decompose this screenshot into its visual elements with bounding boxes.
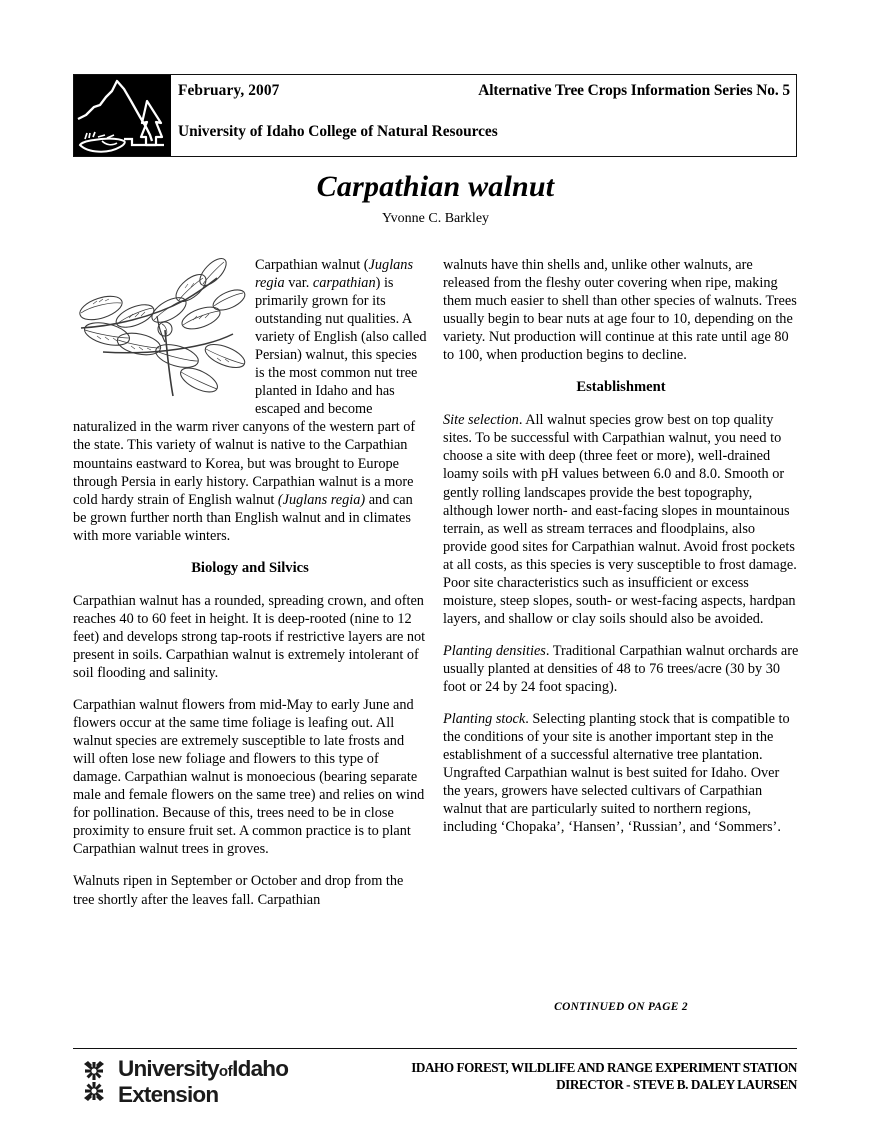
planting-densities-label: Planting densities <box>443 642 546 659</box>
series-title: Alternative Tree Crops Information Series No. 5 <box>478 82 790 99</box>
author-byline: Yvonne C. Barkley <box>381 211 490 226</box>
scientific-name-genus-species: Juglans regia <box>255 257 414 292</box>
walnut-branch-leaves-illustration <box>73 256 251 408</box>
planting-densities-text: . Traditional Carpathian walnut orchards are usually planted at densities of 48 to 76 trees/acre (30 by 30 foot or 24 by 24 foot spacing). <box>443 642 799 695</box>
section-heading-establishment: Establishment <box>576 379 666 396</box>
nut-characteristics-paragraph: walnuts have thin shells and, unlike other walnuts, are released from the fleshy outer covering when ripe, making them much easier to shell than other species of walnuts. Trees usually begin to bear nuts at age four to 10, depending on the variety. Nut production will continue at this rate until age 80 to 100, when production begins to decline. <box>443 257 797 364</box>
section-heading-biology: Biology and Silvics <box>191 559 309 576</box>
scientific-name-variety: carpathian <box>312 275 376 292</box>
page-title: Carpathian walnut <box>316 170 555 203</box>
left-column <box>73 256 427 909</box>
intro-paragraph <box>73 256 427 545</box>
planting-stock-label: Planting stock <box>443 711 526 728</box>
intro-text-b: var. <box>284 275 313 292</box>
institution-name: University of Idaho College of Natural Resources <box>178 123 498 140</box>
intro-text-a: Carpathian walnut ( <box>255 257 369 273</box>
masthead <box>73 74 797 157</box>
continued-note: CONTINUED ON PAGE 2 <box>554 1001 688 1013</box>
intro-text-c: ) is primarily grown for its outstanding nut qualities. A variety of English (also called Persian) walnut, this species is the most common nut tree planted in Idaho and has escaped and become naturalized in the warm river canyons of the western part of the state. This variety of walnut is native to the Carpathian mountains eastward to Korea, but was brought to Europe through Persia in early history. Carpathian walnut is a more cold hardy strain of English walnut <box>73 275 427 508</box>
site-selection-label: Site selection <box>443 412 519 429</box>
biology-paragraph-2: Carpathian walnut flowers from mid-May to early June and flowers occur at the same time foliage is leafing out. All walnut species are extremely susceptible to late frosts and will often lose new foliage and flowers to this type of damage. Carpathian walnut is monoecious (bearing separate male and female flowers on the same tree) and relies on wind for pollination. Because of this, trees need to be in close proximity to ensure fruit set. A common practice is to plant Carpathian walnut trees in groves. <box>73 697 425 858</box>
logo-word-university: University <box>118 1056 219 1081</box>
issue-date: February, 2007 <box>178 82 280 99</box>
footer-divider <box>73 1048 797 1049</box>
station-director: DIRECTOR - STEVE B. DALEY LAURSEN <box>556 1076 797 1092</box>
site-selection-text: . All walnut species grow best on top quality sites. To be successful with Carpathian walnut, you need to choose a site with deep (three feet or more), well-drained loamy soils with pH values between 6.0 and 8.0. Smooth or gently rolling landscapes provide the best topography, although lower north- and east-facing slopes in mountainous terrain, as well as stream terraces and floodplains, also provide good sites for Carpathian walnut. Avoid frost pockets at all costs, as this species is very susceptible to frost damage. Poor site characteristics such as insufficient or excess moisture, steep slopes, south- or west-facing aspects, hardpan layers, and shallow or clay soils should also be avoided. <box>443 412 797 627</box>
extension-logo-line-2: Extension <box>118 1081 219 1107</box>
scientific-name-parenthetical: (Juglans regia) <box>277 491 366 508</box>
logo-word-of: of <box>218 1063 233 1080</box>
site-selection-paragraph <box>443 411 799 628</box>
extension-logo-line-1 <box>118 1058 288 1084</box>
biology-paragraph-3: Walnuts ripen in September or October and drop from the tree shortly after the leaves fall. Carpathian <box>73 873 404 908</box>
right-column <box>443 256 799 836</box>
biology-paragraph-1: Carpathian walnut has a rounded, spreading crown, and often reaches 40 to 60 feet in height. It is deep-rooted (nine to 12 feet) and develops strong tap-roots if restrictive layers are not present in soils. Carpathian walnut is extremely intolerant of soil flooding and salinity. <box>73 592 426 681</box>
university-of-idaho-extension-snowflake-icon <box>74 1060 118 1104</box>
experiment-station-name: IDAHO FOREST, WILDLIFE AND RANGE EXPERIMENT STATION <box>411 1060 797 1075</box>
planting-densities-paragraph <box>443 642 799 696</box>
planting-stock-text: . Selecting planting stock that is compatible to the conditions of your site is another important step in the establishment of a successful alternative tree plantation. Ungrafted Carpathian walnut is best suited for Idaho. Over the years, growers have selected cultivars of Carpathian walnut that are particularly suited to northern regions, including ‘Chopaka’, ‘Hansen’, ‘Russian’, and ‘Sommers’. <box>443 711 790 836</box>
planting-stock-paragraph <box>443 710 799 836</box>
footer-station-block <box>357 1060 797 1093</box>
extension-logo-wordmark <box>118 1058 288 1106</box>
mountain-tree-river-logo-icon <box>74 75 171 156</box>
logo-word-idaho: Idaho <box>232 1056 289 1081</box>
intro-text-d: and can be grown further north than English walnut and in climates with more variable winters. <box>73 491 413 544</box>
masthead-top-row <box>178 82 790 104</box>
university-of-idaho-extension-logo <box>74 1056 289 1107</box>
